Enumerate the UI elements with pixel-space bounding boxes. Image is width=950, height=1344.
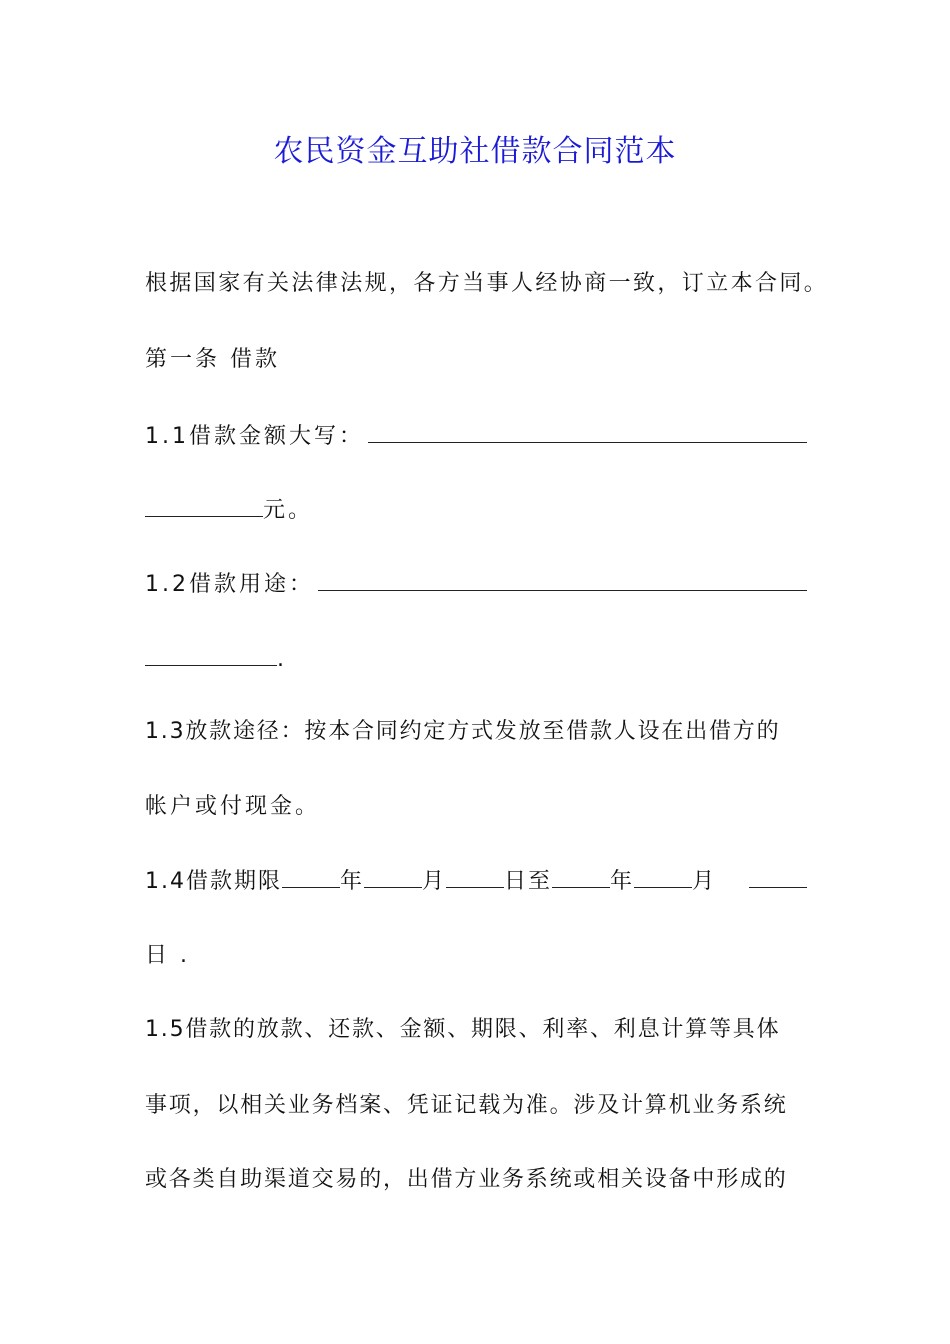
article-1-heading: 第一条 借款 xyxy=(145,347,280,372)
amount-blank xyxy=(368,420,807,443)
start-month-label: 月 xyxy=(422,869,447,894)
item-1-5-line-3: 或各类自助渠道交易的，出借方业务系统或相关设备中形成的 xyxy=(145,1167,788,1192)
start-year-label: 年 xyxy=(340,869,365,894)
document-title: 农民资金互助社借款合同范本 xyxy=(273,134,677,169)
item-1-5-line-1: 1.5借款的放款、还款、金额、期限、利率、利息计算等具体 xyxy=(145,1017,781,1042)
purpose-blank-continued xyxy=(145,643,277,666)
item-1-2-continuation xyxy=(145,643,807,676)
amount-blank-continued xyxy=(145,494,263,517)
start-day-blank xyxy=(446,865,504,888)
item-1-1-line xyxy=(145,420,807,453)
item-1-2-label: 1.2借款用途： xyxy=(145,572,314,597)
item-1-2-line xyxy=(145,568,807,601)
item-1-4-label: 1.4借款期限 xyxy=(145,869,282,894)
item-1-3-line-2: 帐户或付现金。 xyxy=(145,794,321,819)
end-year-blank xyxy=(552,865,610,888)
item-1-2-suffix: . xyxy=(277,647,287,672)
item-1-1-continuation xyxy=(145,494,807,527)
end-month-label: 月 xyxy=(692,869,717,894)
purpose-blank xyxy=(318,568,807,591)
end-month-blank xyxy=(634,865,692,888)
item-1-1-label: 1.1借款金额大写： xyxy=(145,424,364,449)
intro-text: 根据国家有关法律法规，各方当事人经协商一致，订立本合同。 xyxy=(145,271,829,296)
end-year-label: 年 xyxy=(610,869,635,894)
start-month-blank xyxy=(364,865,422,888)
start-year-blank xyxy=(282,865,340,888)
intro-paragraph xyxy=(145,268,829,300)
day-to-label: 日至 xyxy=(504,869,553,894)
item-1-1-suffix: 元。 xyxy=(263,498,314,523)
item-1-5-line-2: 事项，以相关业务档案、凭证记载为准。涉及计算机业务系统 xyxy=(145,1093,788,1118)
item-1-4-line-2: 日 . xyxy=(145,943,190,968)
item-1-3-line-1: 1.3放款途径：按本合同约定方式发放至借款人设在出借方的 xyxy=(145,719,781,744)
end-day-blank xyxy=(749,865,807,888)
item-1-4-line xyxy=(145,865,807,898)
